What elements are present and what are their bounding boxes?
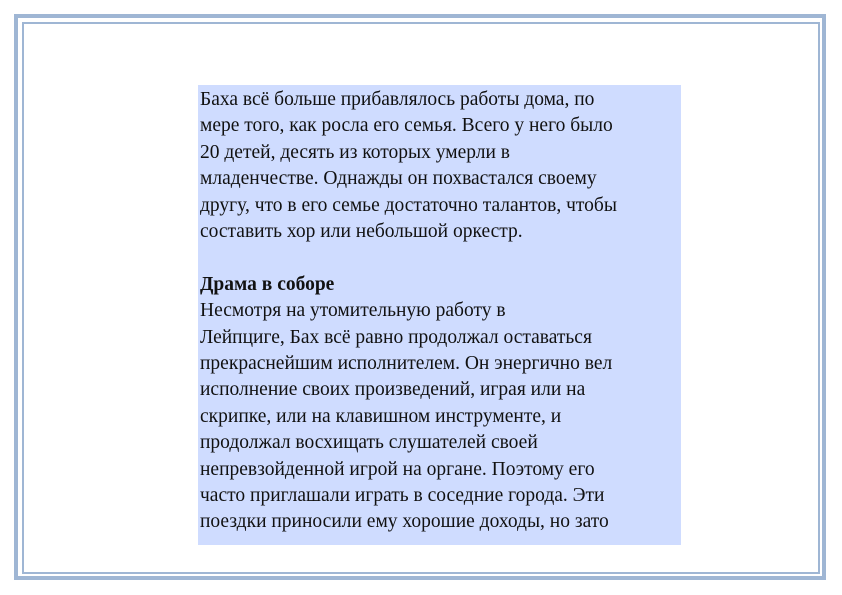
text-line: другу, что в его семье достаточно талантов, чтобы [200,194,617,216]
text-line: мере того, как росла его семья. Всего у него было [200,115,613,137]
text-line: 20 детей, десять из которых умерли в [200,141,511,163]
section-drama [200,272,677,536]
paragraph-spacer [200,245,677,271]
section-heading: Драма в соборе [200,273,335,295]
text-line: Несмотря на утомительную работу в [200,300,506,322]
text-line: исполнение своих произведений, играя или на [200,379,586,401]
text-line: скрипке, или на клавишном инструменте, и [200,405,562,427]
text-box [198,85,681,545]
text-line: составить хор или небольшой оркестр. [200,221,523,243]
text-line: поездки приносили ему хорошие доходы, но зато [200,511,609,533]
first-paragraph [200,87,677,245]
text-line: часто приглашали играть в соседние города. Эти [200,485,605,507]
text-line: младенчестве. Однажды он похвастался своему [200,168,597,190]
text-line: Лейпциге, Бах всё равно продолжал оставаться [200,326,592,348]
text-line: Баха всё больше прибавлялось работы дома, по [200,89,595,110]
text-line: продолжал восхищать слушателей своей [200,432,538,454]
text-line: непревзойденной игрой на органе. Поэтому его [200,458,595,480]
text-line: прекраснейшим исполнителем. Он энергично вел [200,353,613,375]
